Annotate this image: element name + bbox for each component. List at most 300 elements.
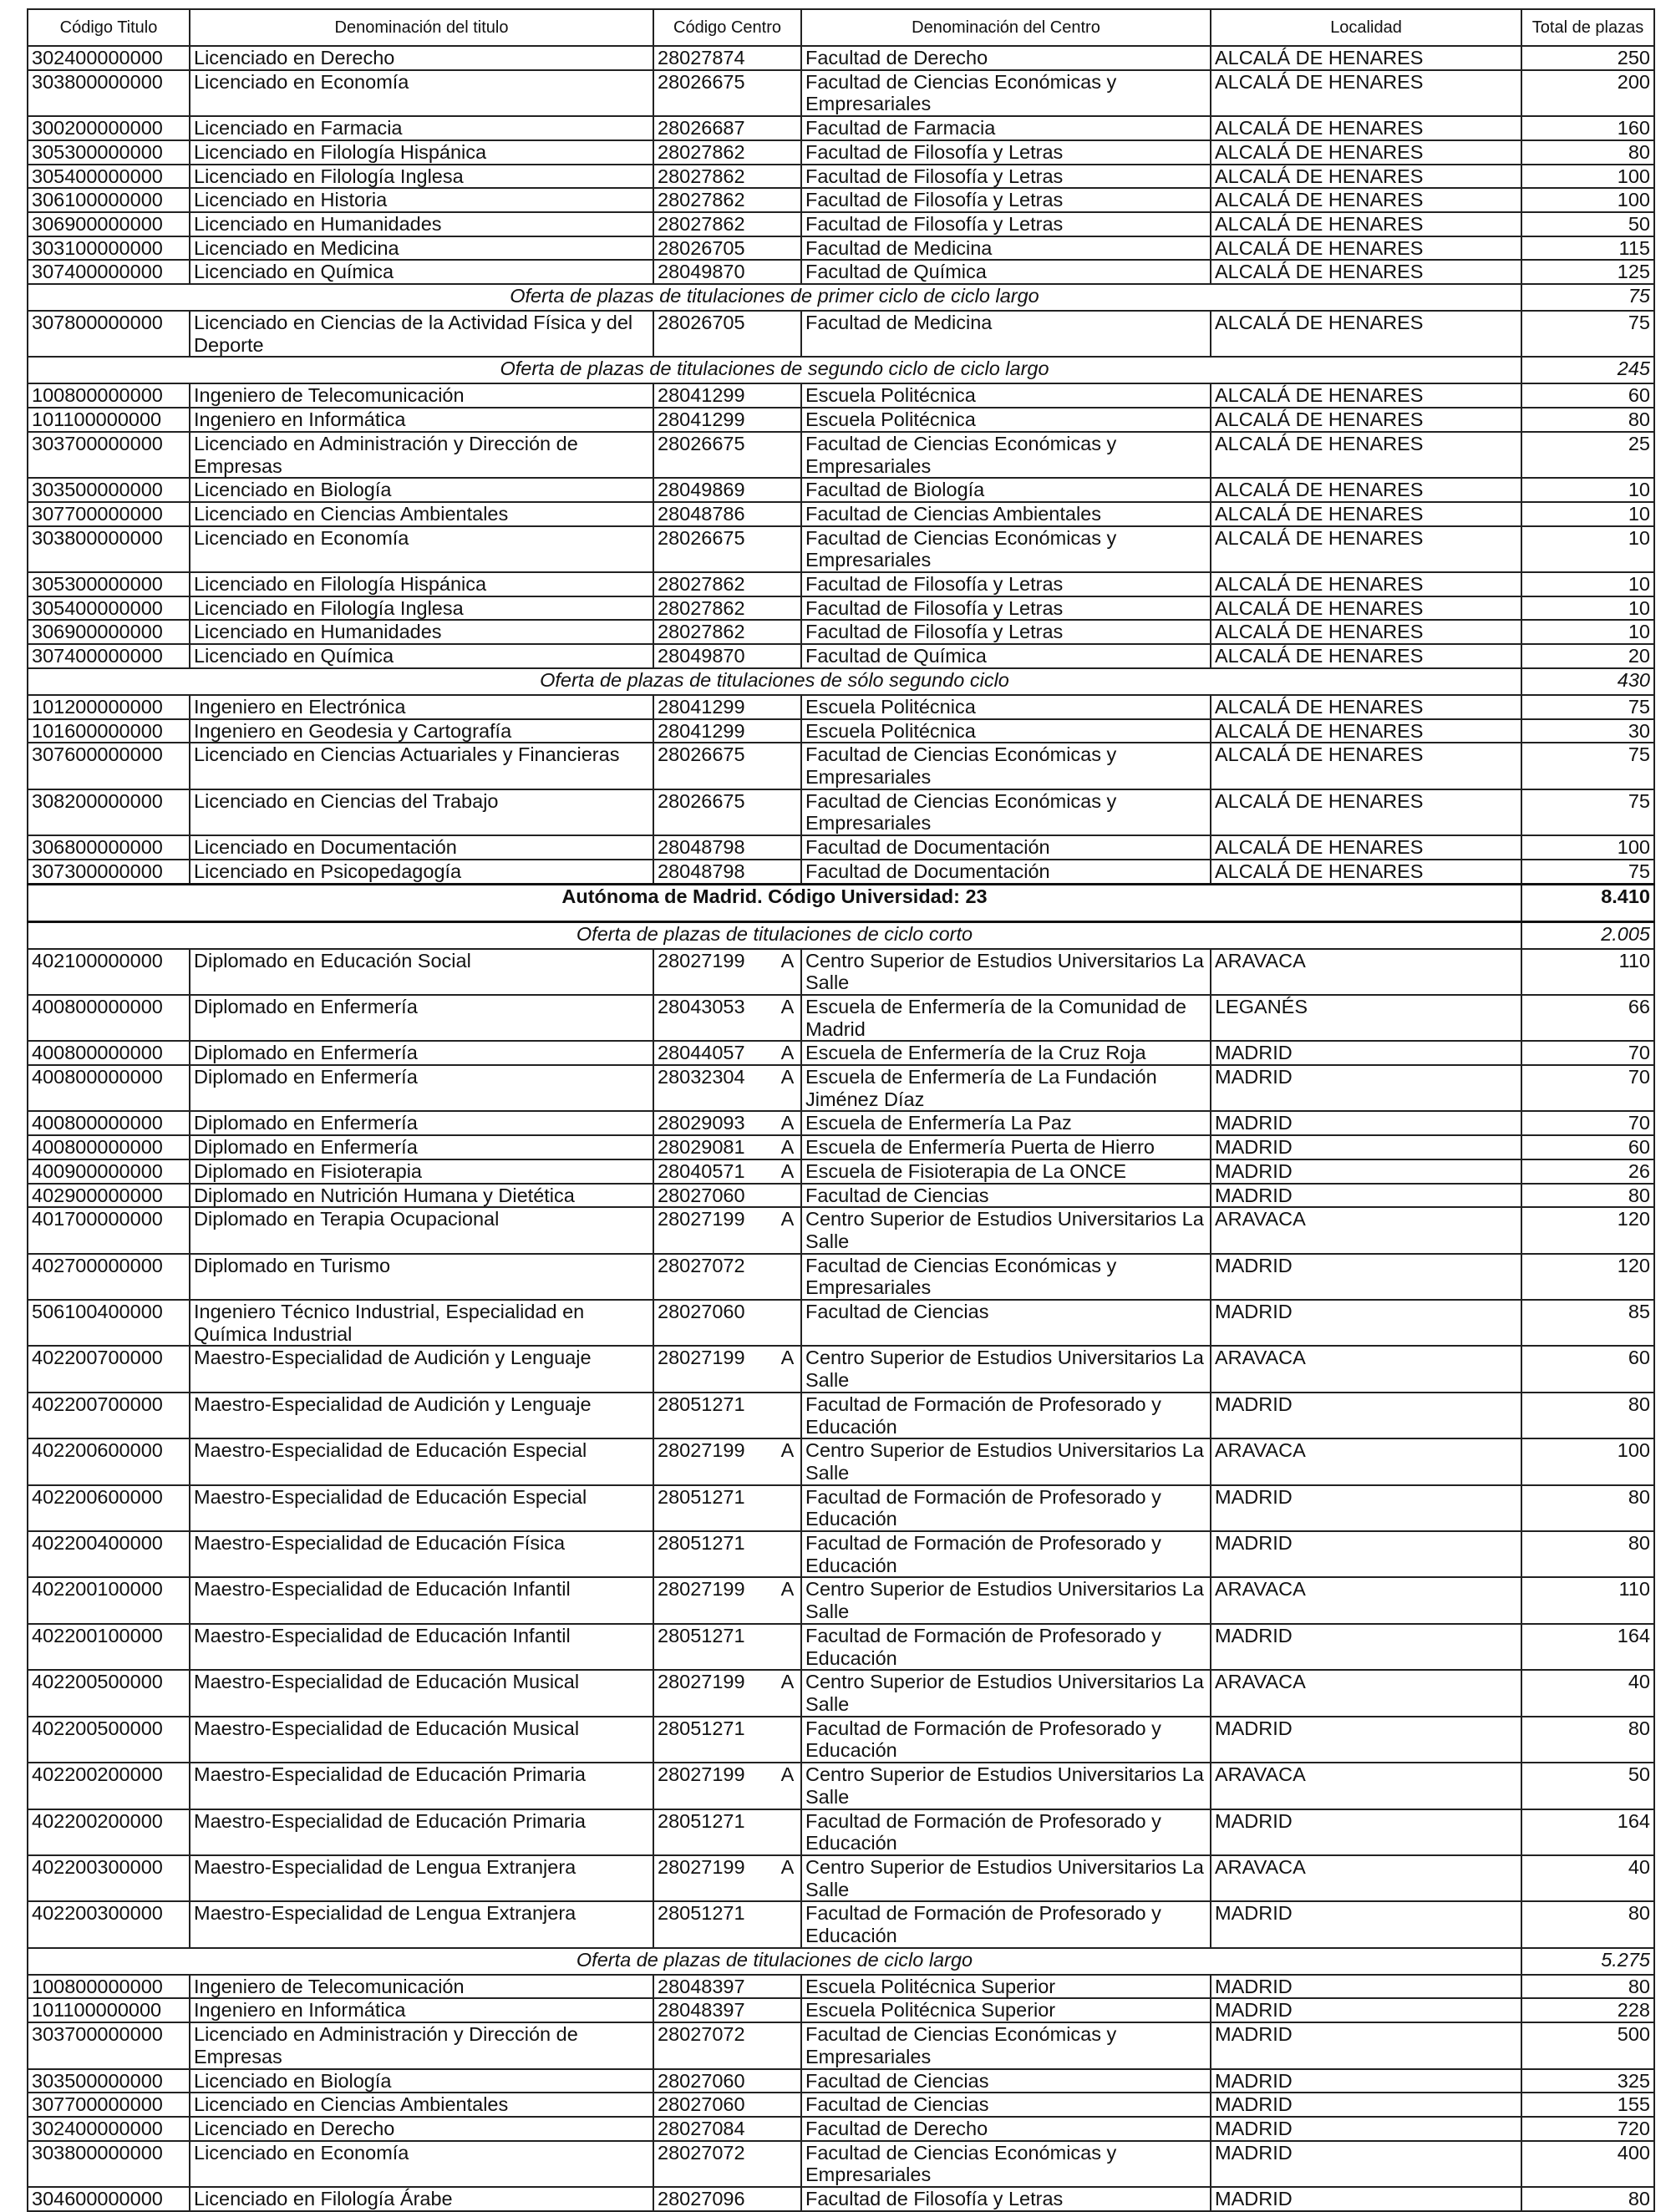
header-total-plazas: Total de plazas bbox=[1521, 9, 1654, 46]
table-row bbox=[28, 1763, 1654, 1809]
codigo-titulo-cell: 307800000000 bbox=[28, 311, 190, 357]
centro-flag-cell: A bbox=[775, 1159, 801, 1184]
section-title: Oferta de plazas de titulaciones de segundo ciclo de ciclo largo bbox=[28, 357, 1521, 383]
denominacion-centro-cell: Facultad de Ciencias bbox=[801, 2093, 1211, 2117]
denominacion-centro-cell: Facultad de Ciencias Económicas y Empresariales bbox=[801, 526, 1211, 572]
denominacion-titulo-cell: Ingeniero en Informática bbox=[190, 1998, 653, 2022]
localidad-cell: ALCALÁ DE HENARES bbox=[1211, 408, 1521, 432]
codigo-titulo-cell: 305300000000 bbox=[28, 572, 190, 596]
table-row bbox=[28, 311, 1654, 357]
localidad-cell: ALCALÁ DE HENARES bbox=[1211, 260, 1521, 284]
table-row bbox=[28, 1485, 1654, 1531]
localidad-cell: ALCALÁ DE HENARES bbox=[1211, 695, 1521, 719]
denominacion-centro-cell: Facultad de Ciencias Económicas y Empresariales bbox=[801, 789, 1211, 835]
denominacion-centro-cell: Centro Superior de Estudios Universitarios La Salle bbox=[801, 1207, 1211, 1253]
denominacion-titulo-cell: Licenciado en Documentación bbox=[190, 835, 653, 860]
codigo-centro-cell: 28048786 bbox=[653, 502, 775, 526]
university-total: 8.410 bbox=[1521, 884, 1654, 921]
denominacion-centro-cell: Centro Superior de Estudios Universitarios La Salle bbox=[801, 1670, 1211, 1716]
localidad-cell: ALCALÁ DE HENARES bbox=[1211, 188, 1521, 212]
codigo-titulo-cell: 400800000000 bbox=[28, 1111, 190, 1135]
denominacion-centro-cell: Escuela de Enfermería de La Fundación Jiménez Díaz bbox=[801, 1065, 1211, 1111]
table-header-row bbox=[28, 9, 1654, 46]
codigo-centro-cell: 28026675 bbox=[653, 432, 775, 478]
localidad-cell: MADRID bbox=[1211, 1159, 1521, 1184]
codigo-titulo-cell: 402200600000 bbox=[28, 1438, 190, 1484]
denominacion-centro-cell: Facultad de Ciencias Económicas y Empresariales bbox=[801, 743, 1211, 789]
denominacion-centro-cell: Escuela de Enfermería La Paz bbox=[801, 1111, 1211, 1135]
centro-flag-cell: A bbox=[775, 1111, 801, 1135]
denominacion-titulo-cell: Licenciado en Biología bbox=[190, 2069, 653, 2093]
table-row bbox=[28, 165, 1654, 189]
section-subtotal-row bbox=[28, 668, 1654, 695]
total-plazas-cell: 164 bbox=[1521, 1624, 1654, 1670]
codigo-titulo-cell: 402200400000 bbox=[28, 1531, 190, 1577]
centro-flag-cell bbox=[775, 1975, 801, 1999]
codigo-centro-cell: 28029093 bbox=[653, 1111, 775, 1135]
codigo-titulo-cell: 307700000000 bbox=[28, 2093, 190, 2117]
total-plazas-cell: 100 bbox=[1521, 165, 1654, 189]
total-plazas-cell: 70 bbox=[1521, 1041, 1654, 1065]
total-plazas-cell: 80 bbox=[1521, 1975, 1654, 1999]
codigo-titulo-cell: 402200300000 bbox=[28, 1901, 190, 1947]
total-plazas-cell: 20 bbox=[1521, 644, 1654, 668]
localidad-cell: MADRID bbox=[1211, 1184, 1521, 1208]
table-row bbox=[28, 860, 1654, 884]
total-plazas-cell: 10 bbox=[1521, 572, 1654, 596]
codigo-centro-cell: 28027862 bbox=[653, 572, 775, 596]
codigo-centro-cell: 28027072 bbox=[653, 1254, 775, 1300]
codigo-centro-cell: 28027862 bbox=[653, 140, 775, 165]
table-row bbox=[28, 719, 1654, 743]
table-row bbox=[28, 1670, 1654, 1716]
codigo-centro-cell: 28026675 bbox=[653, 743, 775, 789]
codigo-centro-cell: 28027060 bbox=[653, 1184, 775, 1208]
centro-flag-cell bbox=[775, 1809, 801, 1855]
codigo-titulo-cell: 402200700000 bbox=[28, 1346, 190, 1392]
codigo-titulo-cell: 101200000000 bbox=[28, 695, 190, 719]
total-plazas-cell: 80 bbox=[1521, 1901, 1654, 1947]
centro-flag-cell bbox=[775, 719, 801, 743]
codigo-titulo-cell: 304600000000 bbox=[28, 2187, 190, 2211]
denominacion-titulo-cell: Maestro-Especialidad de Educación Especial bbox=[190, 1485, 653, 1531]
centro-flag-cell bbox=[775, 620, 801, 644]
denominacion-titulo-cell: Diplomado en Enfermería bbox=[190, 995, 653, 1041]
codigo-centro-cell: 28027199 bbox=[653, 1670, 775, 1716]
denominacion-centro-cell: Facultad de Formación de Profesorado y Educación bbox=[801, 1485, 1211, 1531]
denominacion-titulo-cell: Licenciado en Ciencias de la Actividad Física y del Deporte bbox=[190, 311, 653, 357]
codigo-centro-cell: 28049870 bbox=[653, 260, 775, 284]
table-row bbox=[28, 1624, 1654, 1670]
total-plazas-cell: 66 bbox=[1521, 995, 1654, 1041]
denominacion-titulo-cell: Maestro-Especialidad de Educación Infantil bbox=[190, 1577, 653, 1623]
header-codigo-centro: Código Centro bbox=[653, 9, 801, 46]
total-plazas-cell: 85 bbox=[1521, 1300, 1654, 1346]
localidad-cell: ARAVACA bbox=[1211, 1763, 1521, 1809]
total-plazas-cell: 30 bbox=[1521, 719, 1654, 743]
table-row bbox=[28, 2093, 1654, 2117]
total-plazas-cell: 25 bbox=[1521, 432, 1654, 478]
denominacion-centro-cell: Escuela Politécnica Superior bbox=[801, 1975, 1211, 1999]
table-row bbox=[28, 1901, 1654, 1947]
section-subtotal-row bbox=[28, 284, 1654, 311]
section-subtotal-row bbox=[28, 921, 1654, 949]
codigo-centro-cell: 28029081 bbox=[653, 1135, 775, 1159]
centro-flag-cell bbox=[775, 70, 801, 116]
denominacion-titulo-cell: Maestro-Especialidad de Educación Primaria bbox=[190, 1809, 653, 1855]
table-row bbox=[28, 1041, 1654, 1065]
codigo-centro-cell: 28026675 bbox=[653, 789, 775, 835]
codigo-centro-cell: 28041299 bbox=[653, 408, 775, 432]
localidad-cell: ARAVACA bbox=[1211, 1438, 1521, 1484]
centro-flag-cell bbox=[775, 572, 801, 596]
centro-flag-cell bbox=[775, 1531, 801, 1577]
denominacion-titulo-cell: Licenciado en Filología Hispánica bbox=[190, 572, 653, 596]
denominacion-titulo-cell: Diplomado en Terapia Ocupacional bbox=[190, 1207, 653, 1253]
codigo-centro-cell: 28026675 bbox=[653, 70, 775, 116]
denominacion-centro-cell: Facultad de Química bbox=[801, 260, 1211, 284]
centro-flag-cell bbox=[775, 860, 801, 884]
denominacion-titulo-cell: Licenciado en Derecho bbox=[190, 46, 653, 70]
denominacion-centro-cell: Facultad de Filosofía y Letras bbox=[801, 620, 1211, 644]
codigo-titulo-cell: 101600000000 bbox=[28, 719, 190, 743]
codigo-centro-cell: 28027199 bbox=[653, 1346, 775, 1392]
codigo-centro-cell: 28026705 bbox=[653, 311, 775, 357]
localidad-cell: MADRID bbox=[1211, 1111, 1521, 1135]
codigo-titulo-cell: 401700000000 bbox=[28, 1207, 190, 1253]
localidad-cell: MADRID bbox=[1211, 1254, 1521, 1300]
table-row bbox=[28, 1254, 1654, 1300]
table-row bbox=[28, 188, 1654, 212]
centro-flag-cell: A bbox=[775, 1135, 801, 1159]
codigo-titulo-cell: 400800000000 bbox=[28, 1135, 190, 1159]
table-row bbox=[28, 1717, 1654, 1763]
denominacion-centro-cell: Escuela de Enfermería Puerta de Hierro bbox=[801, 1135, 1211, 1159]
localidad-cell: ALCALÁ DE HENARES bbox=[1211, 596, 1521, 621]
localidad-cell: MADRID bbox=[1211, 1998, 1521, 2022]
total-plazas-cell: 75 bbox=[1521, 789, 1654, 835]
denominacion-titulo-cell: Licenciado en Humanidades bbox=[190, 620, 653, 644]
centro-flag-cell bbox=[775, 596, 801, 621]
codigo-titulo-cell: 308200000000 bbox=[28, 789, 190, 835]
localidad-cell: MADRID bbox=[1211, 1485, 1521, 1531]
total-plazas-cell: 40 bbox=[1521, 1855, 1654, 1901]
total-plazas-cell: 80 bbox=[1521, 1485, 1654, 1531]
table-row bbox=[28, 2141, 1654, 2187]
codigo-titulo-cell: 307400000000 bbox=[28, 644, 190, 668]
centro-flag-cell: A bbox=[775, 1041, 801, 1065]
denominacion-centro-cell: Facultad de Formación de Profesorado y Educación bbox=[801, 1901, 1211, 1947]
localidad-cell: MADRID bbox=[1211, 1975, 1521, 1999]
denominacion-titulo-cell: Diplomado en Enfermería bbox=[190, 1135, 653, 1159]
total-plazas-cell: 164 bbox=[1521, 1809, 1654, 1855]
denominacion-centro-cell: Facultad de Filosofía y Letras bbox=[801, 212, 1211, 236]
localidad-cell: ARAVACA bbox=[1211, 1855, 1521, 1901]
centro-flag-cell bbox=[775, 1184, 801, 1208]
codigo-titulo-cell: 402200100000 bbox=[28, 1577, 190, 1623]
codigo-centro-cell: 28051271 bbox=[653, 1531, 775, 1577]
total-plazas-cell: 325 bbox=[1521, 2069, 1654, 2093]
denominacion-titulo-cell: Licenciado en Psicopedagogía bbox=[190, 860, 653, 884]
table-row bbox=[28, 1111, 1654, 1135]
codigo-titulo-cell: 402200500000 bbox=[28, 1717, 190, 1763]
codigo-centro-cell: 28048798 bbox=[653, 860, 775, 884]
localidad-cell: ALCALÁ DE HENARES bbox=[1211, 70, 1521, 116]
denominacion-titulo-cell: Maestro-Especialidad de Educación Infantil bbox=[190, 1624, 653, 1670]
localidad-cell: ALCALÁ DE HENARES bbox=[1211, 212, 1521, 236]
denominacion-titulo-cell: Maestro-Especialidad de Audición y Lenguaje bbox=[190, 1393, 653, 1438]
centro-flag-cell bbox=[775, 1717, 801, 1763]
total-plazas-cell: 80 bbox=[1521, 1531, 1654, 1577]
table-row bbox=[28, 1998, 1654, 2022]
total-plazas-cell: 50 bbox=[1521, 212, 1654, 236]
centro-flag-cell bbox=[775, 432, 801, 478]
header-denominacion-titulo: Denominación del titulo bbox=[190, 9, 653, 46]
total-plazas-cell: 200 bbox=[1521, 70, 1654, 116]
denominacion-titulo-cell: Diplomado en Enfermería bbox=[190, 1111, 653, 1135]
denominacion-centro-cell: Escuela Politécnica Superior bbox=[801, 1998, 1211, 2022]
centro-flag-cell bbox=[775, 2093, 801, 2117]
denominacion-centro-cell: Escuela de Enfermería de la Comunidad de Madrid bbox=[801, 995, 1211, 1041]
denominacion-titulo-cell: Ingeniero de Telecomunicación bbox=[190, 1975, 653, 1999]
denominacion-titulo-cell: Licenciado en Filología Inglesa bbox=[190, 165, 653, 189]
total-plazas-cell: 75 bbox=[1521, 311, 1654, 357]
localidad-cell: MADRID bbox=[1211, 2141, 1521, 2187]
denominacion-titulo-cell: Licenciado en Filología Árabe bbox=[190, 2187, 653, 2211]
localidad-cell: ARAVACA bbox=[1211, 1577, 1521, 1623]
centro-flag-cell: A bbox=[775, 1855, 801, 1901]
codigo-titulo-cell: 307300000000 bbox=[28, 860, 190, 884]
codigo-titulo-cell: 302400000000 bbox=[28, 2117, 190, 2141]
denominacion-centro-cell: Escuela Politécnica bbox=[801, 695, 1211, 719]
header-codigo-titulo: Código Titulo bbox=[28, 9, 190, 46]
centro-flag-cell: A bbox=[775, 1346, 801, 1392]
table-row bbox=[28, 835, 1654, 860]
codigo-titulo-cell: 305400000000 bbox=[28, 165, 190, 189]
section-total: 245 bbox=[1521, 357, 1654, 383]
university-title: Autónoma de Madrid. Código Universidad: 23 bbox=[28, 884, 1521, 921]
codigo-centro-cell: 28027862 bbox=[653, 596, 775, 621]
total-plazas-cell: 80 bbox=[1521, 1393, 1654, 1438]
centro-flag-cell bbox=[775, 789, 801, 835]
total-plazas-cell: 10 bbox=[1521, 478, 1654, 502]
codigo-titulo-cell: 400800000000 bbox=[28, 995, 190, 1041]
codigo-titulo-cell: 307700000000 bbox=[28, 502, 190, 526]
centro-flag-cell bbox=[775, 1998, 801, 2022]
denominacion-centro-cell: Escuela de Fisioterapia de La ONCE bbox=[801, 1159, 1211, 1184]
denominacion-titulo-cell: Ingeniero en Informática bbox=[190, 408, 653, 432]
localidad-cell: MADRID bbox=[1211, 1393, 1521, 1438]
localidad-cell: ALCALÁ DE HENARES bbox=[1211, 236, 1521, 261]
localidad-cell: ALCALÁ DE HENARES bbox=[1211, 789, 1521, 835]
total-plazas-cell: 75 bbox=[1521, 860, 1654, 884]
codigo-titulo-cell: 307600000000 bbox=[28, 743, 190, 789]
total-plazas-cell: 120 bbox=[1521, 1254, 1654, 1300]
codigo-titulo-cell: 305400000000 bbox=[28, 596, 190, 621]
denominacion-titulo-cell: Diplomado en Enfermería bbox=[190, 1065, 653, 1111]
table-row bbox=[28, 140, 1654, 165]
localidad-cell: MADRID bbox=[1211, 1041, 1521, 1065]
codigo-centro-cell: 28041299 bbox=[653, 719, 775, 743]
codigo-titulo-cell: 402200700000 bbox=[28, 1393, 190, 1438]
codigo-centro-cell: 28051271 bbox=[653, 1717, 775, 1763]
denominacion-centro-cell: Facultad de Medicina bbox=[801, 311, 1211, 357]
codigo-titulo-cell: 100800000000 bbox=[28, 383, 190, 408]
centro-flag-cell bbox=[775, 1254, 801, 1300]
codigo-centro-cell: 28051271 bbox=[653, 1809, 775, 1855]
denominacion-centro-cell: Facultad de Ciencias bbox=[801, 2069, 1211, 2093]
denominacion-titulo-cell: Licenciado en Ciencias Actuariales y Financieras bbox=[190, 743, 653, 789]
denominacion-centro-cell: Centro Superior de Estudios Universitarios La Salle bbox=[801, 1438, 1211, 1484]
codigo-centro-cell: 28049869 bbox=[653, 478, 775, 502]
denominacion-centro-cell: Escuela Politécnica bbox=[801, 408, 1211, 432]
localidad-cell: ARAVACA bbox=[1211, 949, 1521, 995]
total-plazas-cell: 10 bbox=[1521, 620, 1654, 644]
denominacion-titulo-cell: Maestro-Especialidad de Lengua Extranjera bbox=[190, 1901, 653, 1947]
codigo-titulo-cell: 303100000000 bbox=[28, 236, 190, 261]
codigo-centro-cell: 28027072 bbox=[653, 2022, 775, 2068]
localidad-cell: ARAVACA bbox=[1211, 1207, 1521, 1253]
denominacion-centro-cell: Facultad de Filosofía y Letras bbox=[801, 572, 1211, 596]
localidad-cell: ALCALÁ DE HENARES bbox=[1211, 311, 1521, 357]
denominacion-titulo-cell: Licenciado en Derecho bbox=[190, 2117, 653, 2141]
denominacion-titulo-cell: Licenciado en Filología Hispánica bbox=[190, 140, 653, 165]
denominacion-titulo-cell: Licenciado en Química bbox=[190, 260, 653, 284]
denominacion-centro-cell: Facultad de Filosofía y Letras bbox=[801, 2187, 1211, 2211]
localidad-cell: ALCALÁ DE HENARES bbox=[1211, 165, 1521, 189]
codigo-centro-cell: 28027060 bbox=[653, 2093, 775, 2117]
total-plazas-cell: 400 bbox=[1521, 2141, 1654, 2187]
total-plazas-cell: 100 bbox=[1521, 835, 1654, 860]
localidad-cell: MADRID bbox=[1211, 2187, 1521, 2211]
codigo-titulo-cell: 400900000000 bbox=[28, 1159, 190, 1184]
total-plazas-cell: 100 bbox=[1521, 188, 1654, 212]
table-row bbox=[28, 1393, 1654, 1438]
denominacion-centro-cell: Facultad de Ciencias Económicas y Empresariales bbox=[801, 2141, 1211, 2187]
total-plazas-cell: 110 bbox=[1521, 1577, 1654, 1623]
codigo-centro-cell: 28026705 bbox=[653, 236, 775, 261]
denominacion-titulo-cell: Licenciado en Economía bbox=[190, 2141, 653, 2187]
total-plazas-cell: 160 bbox=[1521, 116, 1654, 140]
codigo-titulo-cell: 306900000000 bbox=[28, 212, 190, 236]
localidad-cell: ALCALÁ DE HENARES bbox=[1211, 478, 1521, 502]
denominacion-centro-cell: Facultad de Formación de Profesorado y Educación bbox=[801, 1809, 1211, 1855]
section-total: 2.005 bbox=[1521, 921, 1654, 949]
denominacion-centro-cell: Facultad de Filosofía y Letras bbox=[801, 188, 1211, 212]
codigo-centro-cell: 28027199 bbox=[653, 1855, 775, 1901]
table-row bbox=[28, 2117, 1654, 2141]
denominacion-titulo-cell: Licenciado en Ciencias del Trabajo bbox=[190, 789, 653, 835]
total-plazas-cell: 125 bbox=[1521, 260, 1654, 284]
localidad-cell: MADRID bbox=[1211, 1065, 1521, 1111]
denominacion-centro-cell: Facultad de Ciencias bbox=[801, 1184, 1211, 1208]
denominacion-titulo-cell: Diplomado en Fisioterapia bbox=[190, 1159, 653, 1184]
centro-flag-cell bbox=[775, 1393, 801, 1438]
denominacion-titulo-cell: Diplomado en Enfermería bbox=[190, 1041, 653, 1065]
denominacion-titulo-cell: Ingeniero en Geodesia y Cartografía bbox=[190, 719, 653, 743]
centro-flag-cell bbox=[775, 140, 801, 165]
localidad-cell: MADRID bbox=[1211, 2022, 1521, 2068]
total-plazas-cell: 60 bbox=[1521, 1346, 1654, 1392]
denominacion-centro-cell: Facultad de Ciencias Económicas y Empresariales bbox=[801, 1254, 1211, 1300]
table-row bbox=[28, 502, 1654, 526]
codigo-centro-cell: 28044057 bbox=[653, 1041, 775, 1065]
codigo-centro-cell: 28027874 bbox=[653, 46, 775, 70]
codigo-titulo-cell: 303700000000 bbox=[28, 2022, 190, 2068]
denominacion-centro-cell: Escuela de Enfermería de la Cruz Roja bbox=[801, 1041, 1211, 1065]
centro-flag-cell bbox=[775, 526, 801, 572]
codigo-titulo-cell: 402100000000 bbox=[28, 949, 190, 995]
header-localidad: Localidad bbox=[1211, 9, 1521, 46]
table-row bbox=[28, 432, 1654, 478]
denominacion-titulo-cell: Licenciado en Ciencias Ambientales bbox=[190, 2093, 653, 2117]
table-row bbox=[28, 789, 1654, 835]
centro-flag-cell bbox=[775, 1485, 801, 1531]
centro-flag-cell bbox=[775, 1300, 801, 1346]
codigo-titulo-cell: 402200100000 bbox=[28, 1624, 190, 1670]
codigo-titulo-cell: 303500000000 bbox=[28, 478, 190, 502]
denominacion-titulo-cell: Diplomado en Nutrición Humana y Dietética bbox=[190, 1184, 653, 1208]
total-plazas-cell: 80 bbox=[1521, 140, 1654, 165]
codigo-centro-cell: 28049870 bbox=[653, 644, 775, 668]
codigo-centro-cell: 28027199 bbox=[653, 1207, 775, 1253]
table-body bbox=[28, 46, 1654, 2211]
denominacion-titulo-cell: Maestro-Especialidad de Educación Musical bbox=[190, 1717, 653, 1763]
section-title: Oferta de plazas de titulaciones de ciclo largo bbox=[28, 1948, 1521, 1975]
centro-flag-cell: A bbox=[775, 995, 801, 1041]
table-row bbox=[28, 2187, 1654, 2211]
centro-flag-cell: A bbox=[775, 1207, 801, 1253]
localidad-cell: ALCALÁ DE HENARES bbox=[1211, 860, 1521, 884]
codigo-centro-cell: 28027096 bbox=[653, 2187, 775, 2211]
section-title: Oferta de plazas de titulaciones de sólo segundo ciclo bbox=[28, 668, 1521, 695]
localidad-cell: MADRID bbox=[1211, 1531, 1521, 1577]
localidad-cell: ALCALÁ DE HENARES bbox=[1211, 383, 1521, 408]
denominacion-titulo-cell: Ingeniero en Electrónica bbox=[190, 695, 653, 719]
localidad-cell: ALCALÁ DE HENARES bbox=[1211, 116, 1521, 140]
codigo-centro-cell: 28027060 bbox=[653, 1300, 775, 1346]
table-row bbox=[28, 1809, 1654, 1855]
table-row bbox=[28, 1159, 1654, 1184]
codigo-centro-cell: 28040571 bbox=[653, 1159, 775, 1184]
denominacion-centro-cell: Facultad de Ciencias Ambientales bbox=[801, 502, 1211, 526]
table-row bbox=[28, 46, 1654, 70]
centro-flag-cell bbox=[775, 383, 801, 408]
codigo-titulo-cell: 402200200000 bbox=[28, 1763, 190, 1809]
centro-flag-cell bbox=[775, 116, 801, 140]
localidad-cell: MADRID bbox=[1211, 1901, 1521, 1947]
denominacion-centro-cell: Centro Superior de Estudios Universitarios La Salle bbox=[801, 949, 1211, 995]
denominacion-titulo-cell: Licenciado en Economía bbox=[190, 526, 653, 572]
centro-flag-cell bbox=[775, 188, 801, 212]
localidad-cell: MADRID bbox=[1211, 2093, 1521, 2117]
codigo-centro-cell: 28027060 bbox=[653, 2069, 775, 2093]
codigo-centro-cell: 28027862 bbox=[653, 165, 775, 189]
table-row bbox=[28, 1438, 1654, 1484]
localidad-cell: ALCALÁ DE HENARES bbox=[1211, 719, 1521, 743]
total-plazas-cell: 26 bbox=[1521, 1159, 1654, 1184]
table-row bbox=[28, 1135, 1654, 1159]
table-row bbox=[28, 1975, 1654, 1999]
localidad-cell: MADRID bbox=[1211, 1624, 1521, 1670]
total-plazas-cell: 10 bbox=[1521, 596, 1654, 621]
centro-flag-cell: A bbox=[775, 1670, 801, 1716]
localidad-cell: MADRID bbox=[1211, 1809, 1521, 1855]
codigo-centro-cell: 28043053 bbox=[653, 995, 775, 1041]
localidad-cell: MADRID bbox=[1211, 2069, 1521, 2093]
total-plazas-cell: 500 bbox=[1521, 2022, 1654, 2068]
centro-flag-cell bbox=[775, 478, 801, 502]
